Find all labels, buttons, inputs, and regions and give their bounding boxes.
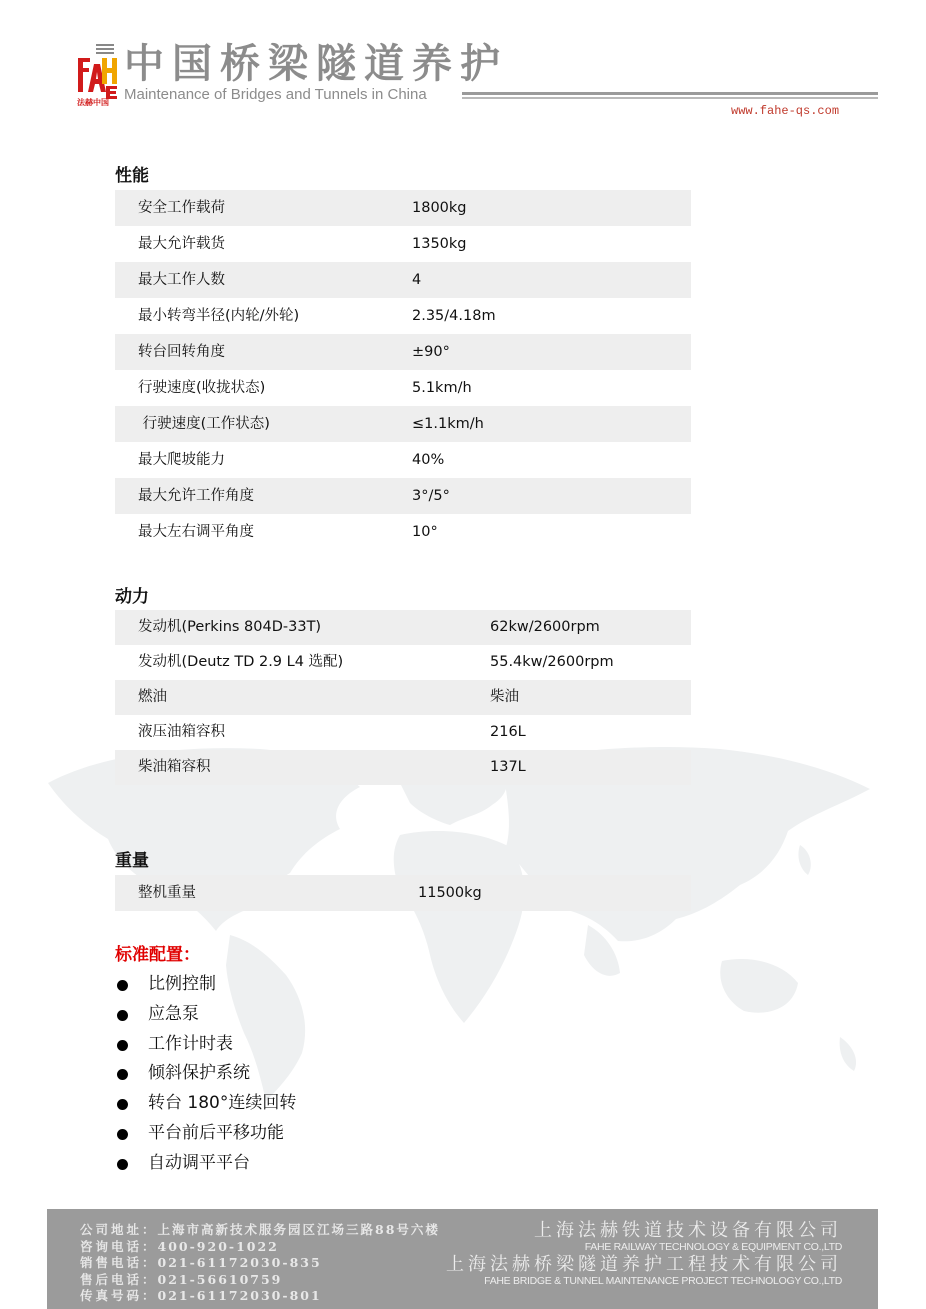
- company-name-cn: 上海法赫铁道技术设备有限公司: [534, 1220, 842, 1241]
- row-value: 柴油: [490, 689, 519, 705]
- header-rule: [462, 92, 878, 95]
- table-row: [115, 298, 691, 334]
- row-value: 62kw/2600rpm: [490, 619, 600, 635]
- section-title-power: 动力: [115, 587, 149, 607]
- row-value: 4: [412, 272, 422, 288]
- row-label: 最大爬坡能力: [138, 452, 225, 468]
- footer-contacts: [80, 1222, 440, 1305]
- footer-company-bridge: [446, 1255, 842, 1287]
- table-row: [115, 750, 691, 785]
- table-row: [115, 442, 691, 478]
- header-rule-thin: [462, 97, 878, 99]
- standard-config-title: 标准配置：: [115, 945, 200, 965]
- company-name-cn: 上海法赫桥梁隧道养护工程技术有限公司: [446, 1254, 842, 1275]
- row-label: 行驶速度(收拢状态): [138, 380, 266, 396]
- list-item-label: 自动调平平台: [148, 1152, 250, 1173]
- list-item-label: 工作计时表: [148, 1033, 233, 1054]
- list-item-label: 平台前后平移功能: [148, 1122, 284, 1143]
- bullet-icon: [117, 1159, 128, 1170]
- table-row: [115, 406, 691, 442]
- contact-value: 021-56610759: [157, 1271, 283, 1287]
- row-label: 行驶速度(工作状态): [138, 416, 270, 432]
- section-title-performance: 性能: [115, 166, 149, 186]
- row-label: 转台回转角度: [138, 344, 225, 360]
- contact-service-phone: [80, 1272, 440, 1289]
- list-item-label: 倾斜保护系统: [148, 1063, 250, 1084]
- row-value: 40%: [412, 452, 445, 468]
- contact-value: 021-61172030-801: [157, 1288, 322, 1303]
- list-item-label: 应急泵: [148, 1003, 199, 1024]
- contact-label: 销售电话：: [80, 1255, 158, 1270]
- bullet-icon: [117, 1099, 128, 1110]
- contact-label: 传真号码：: [80, 1288, 158, 1303]
- list-item-label: 转台 180°连续回转: [148, 1093, 297, 1114]
- row-value: 5.1km/h: [412, 380, 472, 396]
- row-label: 发动机(Perkins 804D-33T): [138, 619, 322, 635]
- row-label: 柴油箱容积: [138, 759, 211, 775]
- row-value: 1350kg: [412, 236, 467, 252]
- row-value: 55.4kw/2600rpm: [490, 654, 614, 670]
- section-title-weight: 重量: [115, 851, 149, 871]
- power-table: [115, 610, 691, 785]
- row-label: 整机重量: [138, 885, 196, 901]
- row-value: 216L: [490, 724, 526, 740]
- row-value: 11500kg: [418, 885, 482, 901]
- fahe-logo: [76, 44, 118, 106]
- row-value: 10°: [412, 524, 438, 540]
- row-label: 安全工作载荷: [138, 200, 225, 216]
- contact-value: 上海市高新技术服务园区江场三路88号六楼: [157, 1222, 440, 1237]
- table-row: [115, 680, 691, 715]
- row-label: 最小转弯半径(内轮/外轮): [138, 308, 300, 324]
- weight-table: [115, 875, 691, 911]
- row-label: 液压油箱容积: [138, 724, 225, 740]
- contact-label: 公司地址：: [80, 1222, 158, 1237]
- company-name-en: FAHE RAILWAY TECHNOLOGY & EQUIPMENT CO.,LTD: [584, 1241, 842, 1253]
- table-row: [115, 514, 691, 550]
- bullet-icon: [117, 1010, 128, 1021]
- table-row: [115, 645, 691, 680]
- brand-title-chinese: 中国桥梁隧道养护: [124, 41, 508, 87]
- performance-table: [115, 190, 691, 550]
- logo-chinese-text: 法赫中国: [77, 98, 109, 106]
- table-row: [115, 262, 691, 298]
- row-label: 最大允许载货: [138, 236, 225, 252]
- row-label: 最大工作人数: [138, 272, 225, 288]
- contact-inquiry-phone: [80, 1239, 440, 1256]
- contact-fax: [80, 1288, 440, 1305]
- row-value: ±90°: [412, 344, 450, 360]
- row-label: 发动机(Deutz TD 2.9 L4 选配): [138, 654, 344, 670]
- table-row: [115, 715, 691, 750]
- contact-label: 售后电话：: [80, 1271, 158, 1287]
- table-row: [115, 478, 691, 514]
- contact-sales-phone: [80, 1255, 440, 1272]
- row-value: 137L: [490, 759, 526, 775]
- row-value: 2.35/4.18m: [412, 308, 496, 324]
- footer-company-railway: [534, 1221, 842, 1253]
- table-row: [115, 226, 691, 262]
- row-value: 3°/5°: [412, 488, 450, 504]
- contact-label: 咨询电话：: [80, 1238, 158, 1254]
- table-row: [115, 190, 691, 226]
- table-row: [115, 875, 691, 911]
- row-label: 最大允许工作角度: [138, 488, 254, 504]
- table-row: [115, 334, 691, 370]
- bullet-icon: [117, 1129, 128, 1140]
- contact-value: 021-61172030-835: [157, 1255, 322, 1270]
- brand-title-english: Maintenance of Bridges and Tunnels in China: [124, 86, 427, 103]
- row-value: 1800kg: [412, 200, 467, 216]
- table-row: [115, 610, 691, 645]
- contact-value: 400-920-1022: [157, 1238, 279, 1254]
- table-row: [115, 370, 691, 406]
- bullet-icon: [117, 1040, 128, 1051]
- list-item-label: 比例控制: [148, 974, 216, 994]
- row-value: ≤1.1km/h: [412, 416, 484, 432]
- bullet-icon: [117, 980, 128, 991]
- row-label: 燃油: [138, 689, 167, 705]
- row-label: 最大左右调平角度: [138, 524, 254, 540]
- company-name-en: FAHE BRIDGE & TUNNEL MAINTENANCE PROJECT TECHNOLOGY CO.,LTD: [484, 1275, 842, 1287]
- website-link[interactable]: www.fahe-qs.com: [731, 104, 840, 118]
- contact-address: [80, 1222, 440, 1239]
- footer: [47, 1209, 878, 1309]
